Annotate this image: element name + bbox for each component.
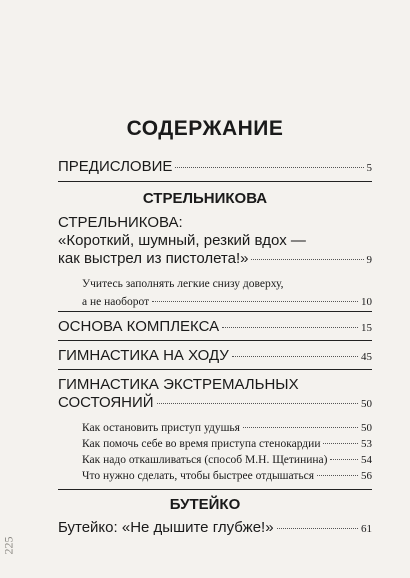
toc-entry-label: Бутейко: «Не дышите глубже!» [58, 519, 274, 536]
toc-entry-label: «Короткий, шумный, резкий вдох — [58, 232, 306, 249]
toc-entry-label: как выстрел из пистолета!» [58, 250, 249, 267]
toc-entry-label: ПРЕДИСЛОВИЕ [58, 158, 173, 175]
divider [58, 340, 372, 341]
page-title: СОДЕРЖАНИЕ [126, 117, 284, 140]
toc-entry-label: ГИМНАСТИКА ЭКСТРЕМАЛЬНЫХ [58, 376, 299, 393]
dot-leader [175, 167, 363, 168]
dot-leader [277, 528, 358, 529]
toc-page-number: 50 [361, 422, 372, 434]
dot-leader [157, 403, 358, 404]
toc-entry-stop-attack[interactable] [82, 421, 372, 435]
toc-entry-label: Как помочь себе во время приступа стенокардии [82, 438, 321, 450]
dot-leader [232, 356, 358, 357]
dot-leader [222, 327, 358, 328]
toc-page-number: 56 [361, 470, 372, 482]
dot-leader [330, 459, 358, 460]
section-heading-buteyko: БУТЕЙКО [169, 496, 241, 513]
toc-entry-label: СОСТОЯНИЙ [58, 394, 154, 411]
divider [58, 311, 372, 312]
toc-entry-label: ГИМНАСТИКА НА ХОДУ [58, 347, 229, 364]
toc-page-number: 54 [361, 454, 372, 466]
toc-entry-angina[interactable] [82, 437, 372, 451]
toc-page-number: 45 [361, 351, 372, 363]
dot-leader [243, 427, 358, 428]
toc-entry-label: СТРЕЛЬНИКОВА: [58, 214, 183, 231]
toc-entry-label: Как остановить приступ удушья [82, 422, 240, 434]
toc-entry-strelnikova[interactable] [58, 214, 372, 268]
toc-entry-walking[interactable] [58, 347, 372, 365]
toc-page-number: 50 [361, 398, 372, 410]
dot-leader [323, 443, 358, 444]
toc-entry-pump-out[interactable] [82, 453, 372, 467]
toc-entry-label: Как надо откашливаться (способ М.Н. Щетинина) [82, 454, 328, 466]
dot-leader [317, 475, 358, 476]
toc-entry-learn-fill[interactable] [82, 277, 372, 309]
toc-entry-buteyko[interactable] [58, 519, 372, 537]
toc-entry-basis[interactable] [58, 318, 372, 336]
divider [58, 181, 372, 182]
divider [58, 369, 372, 370]
toc-page-number: 9 [366, 254, 372, 266]
toc-entry-label: Учитесь заполнять легкие снизу доверху, [82, 278, 284, 290]
dot-leader [152, 301, 358, 302]
toc-entry-extreme[interactable] [58, 376, 372, 412]
toc-entry-preface[interactable] [58, 158, 372, 176]
toc-page-number: 10 [361, 296, 372, 308]
section-heading-strelnikova: СТРЕЛЬНИКОВА [142, 190, 268, 207]
side-page-number: 225 [1, 536, 16, 555]
toc-entry-catch-breath[interactable] [82, 469, 372, 483]
toc-entry-label: а не наоборот [82, 296, 150, 308]
divider [58, 489, 372, 490]
toc-page-number: 15 [361, 322, 372, 334]
toc-page-number: 5 [366, 162, 372, 174]
toc-entry-label: Что нужно сделать, чтобы быстрее отдышаться [82, 470, 314, 482]
dot-leader [251, 259, 363, 260]
toc-page-number: 61 [361, 523, 372, 535]
toc-entry-label: ОСНОВА КОМПЛЕКСА [58, 318, 220, 335]
toc-page-number: 53 [361, 438, 372, 450]
